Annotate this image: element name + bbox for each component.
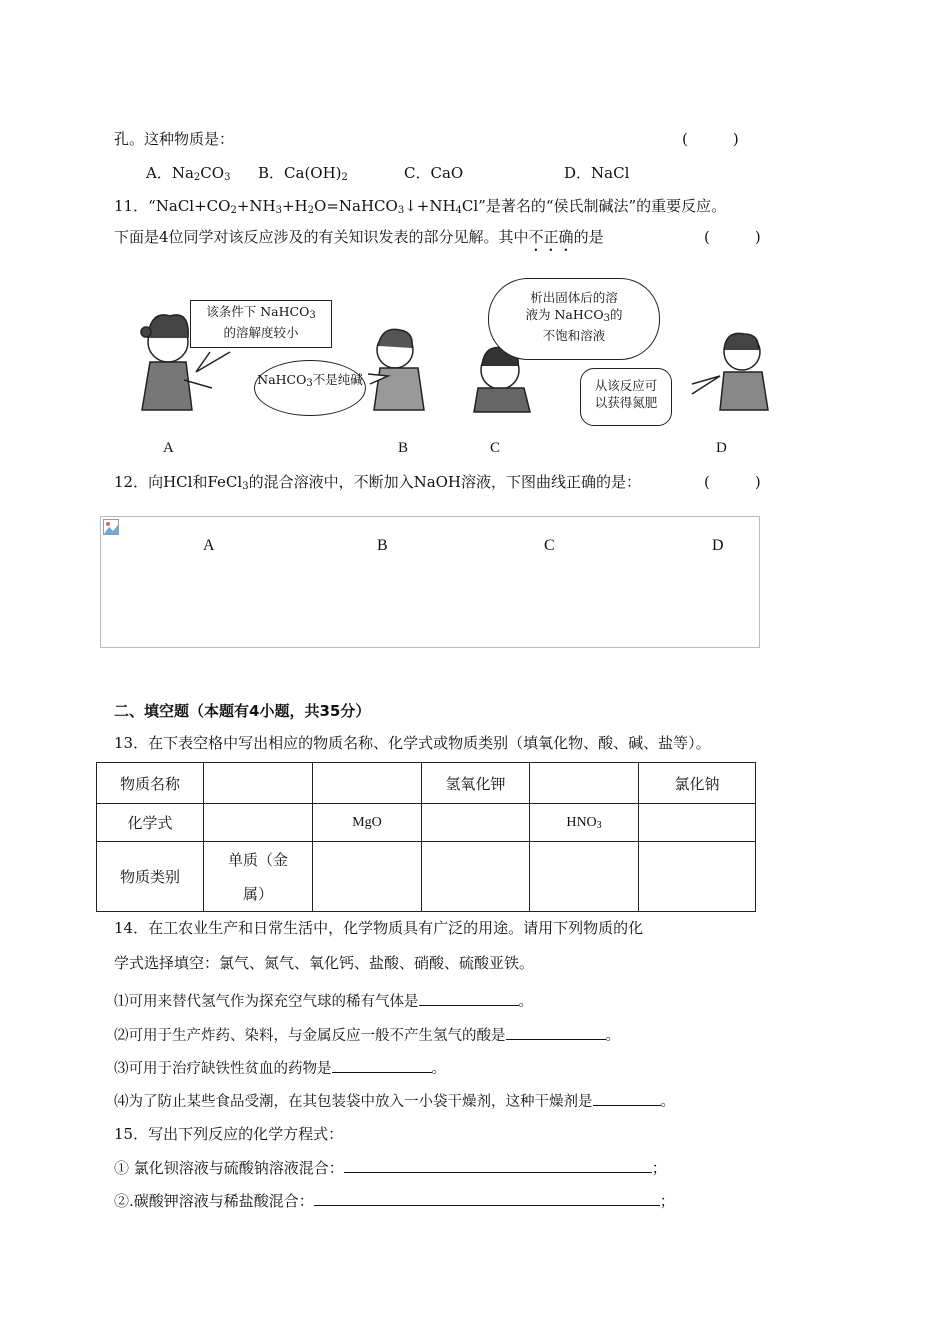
table-cell-blank[interactable] [204,804,313,842]
label-a: A [163,440,174,456]
table-cell: $HNO_3$ [530,804,639,842]
q15-stem: 15．写出下列反应的化学方程式： [114,1125,344,1143]
answer-blank[interactable] [419,991,519,1006]
section-2-heading: 二、填空题（本题有4小题，共35分） [114,702,371,720]
q10-answer-paren: ( ) [682,130,739,148]
answer-blank[interactable] [593,1091,661,1106]
q14-item-2: ⑵可用于生产炸药、染料，与金属反应一般不产生氢气的酸是 。 [114,1024,620,1045]
bubble-d: 从该反应可 以获得氮肥 [580,368,672,426]
q11-stem-line1: 11．“$NaCl+CO_2+NH_3+H_2O=NaHCO_3↓+NH_4Cl$”是著名的“侯氏制碱法”的重要反应。 [114,197,727,216]
table-row [97,804,756,842]
broken-image-icon [103,519,119,535]
q11-answer-paren: ( ) [704,228,761,246]
equation-blank[interactable] [344,1158,652,1173]
table-cell: 单质（金属） [204,842,313,912]
q14-stem-line1: 14．在工农业生产和日常生活中，化学物质具有广泛的用途。请用下列物质的化 [114,919,644,937]
label-b: B [398,440,409,456]
q14-stem-line2: 学式选择填空：氯气、氮气、氧化钙、盐酸、硝酸、硫酸亚铁。 [114,954,535,972]
q11-stem-line2: 下面是4位同学对该反应涉及的有关知识发表的部分见解。其中不正确的是 [114,228,604,246]
emphasis-not-correct: 不正确 [528,228,574,246]
answer-blank[interactable] [506,1025,606,1040]
table-cell-blank[interactable] [530,842,639,912]
table-cell-blank[interactable] [530,763,639,804]
table-cell: 氢氧化钾 [422,763,530,804]
equation-blank[interactable] [314,1191,660,1206]
q13-stem: 13．在下表空格中写出相应的物质名称、化学式或物质类别（填氧化物、酸、碱、盐等）。 [114,734,711,752]
q10-option-a: A．$Na_2CO_3$ [146,164,231,183]
graph-label-b: B [377,537,388,554]
student-b-figure [374,329,424,410]
q10-option-c: C．CaO [404,164,464,182]
q12-answer-paren: ( ) [704,473,761,491]
bubble-b: NaHCO$_3$不是纯碱 [254,360,366,416]
student-d-figure [720,333,768,410]
q14-item-3: ⑶可用于治疗缺铁性贫血的药物是 。 [114,1057,446,1078]
table-cell: 氯化钠 [639,763,756,804]
q12-stem: 12．向HCl和FeCl$_3$的混合溶液中，不断加入NaOH溶液，下图曲线正确的是： [114,473,642,492]
q15-item-2: ②.碳酸钾溶液与稀盐酸混合： ； [114,1192,675,1210]
table-cell-blank[interactable] [422,804,530,842]
table-cell: MgO [313,804,422,842]
bubble-a: 该条件下 NaHCO$_3$ 的溶解度较小 [190,300,332,348]
table-cell: 化学式 [97,804,204,842]
table-cell: 物质名称 [97,763,204,804]
graph-label-c: C [544,537,555,554]
q10-option-d: D．NaCl [564,164,630,182]
label-c: C [490,440,501,456]
table-cell-blank[interactable] [639,842,756,912]
table-row [97,763,756,804]
q14-item-1: ⑴可用来替代氢气作为探充空气球的稀有气体是 。 [114,990,533,1011]
table-cell-blank[interactable] [422,842,530,912]
table-cell: 物质类别 [97,842,204,912]
table-row [97,842,756,912]
graph-label-d: D [712,537,724,554]
answer-blank[interactable] [332,1058,432,1073]
table-cell-blank[interactable] [639,804,756,842]
q10-option-b: B．$Ca(OH)_2$ [258,164,348,183]
table-cell-blank[interactable] [313,842,422,912]
label-d: D [716,440,727,456]
table-cell-blank[interactable] [204,763,313,804]
graph-label-a: A [203,537,215,554]
q15-item-1: ① 氯化钡溶液与硫酸钠溶液混合： ； [114,1159,667,1177]
bubble-c-thought: 析出固体后的溶 液为 NaHCO$_3$的 不饱和溶液 [488,278,660,360]
q13-table [96,762,756,912]
q14-item-4: ⑷为了防止某些食品受潮，在其包装袋中放入一小袋干燥剂，这种干燥剂是 。 [114,1090,675,1111]
table-cell-blank[interactable] [313,763,422,804]
q12-graph-figure [100,516,760,648]
q10-stem: 孔。这种物质是： [114,130,235,148]
